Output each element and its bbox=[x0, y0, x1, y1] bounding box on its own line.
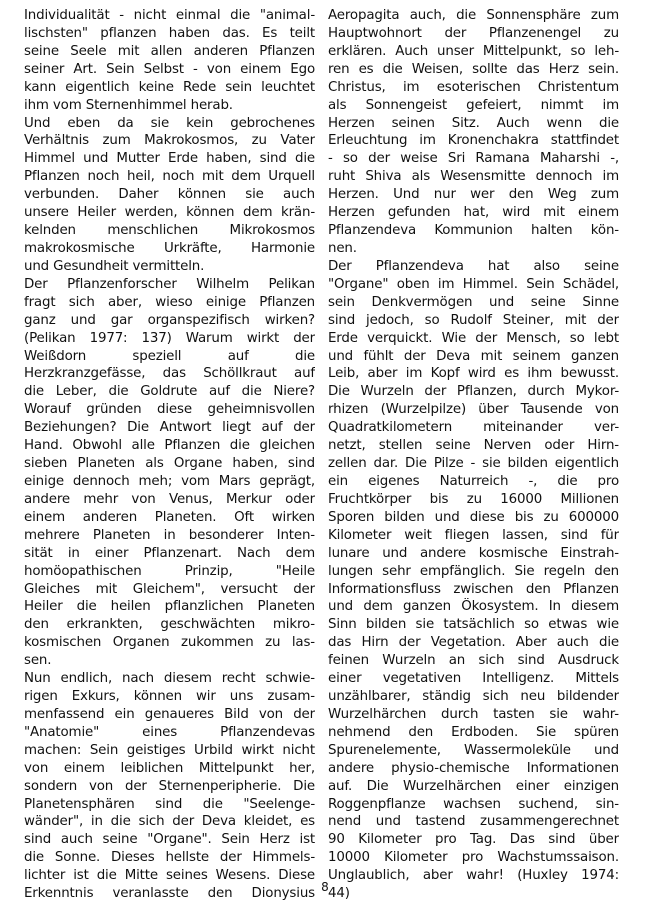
text-line: Pflanzen noch heil, noch mit dem Urquell bbox=[24, 169, 315, 185]
text-line: sind jedoch, so Rudolf Steiner, mit der bbox=[328, 312, 619, 328]
text-line: "Anatomie" eines Pflanzendevas bbox=[24, 724, 315, 740]
text-line: Roggenpflanze wachsen suchend, sin- bbox=[328, 796, 619, 812]
text-line: feinen Wurzeln an sich sind Ausdruck bbox=[328, 653, 619, 669]
text-line: Nun endlich, nach diesem recht schwie- bbox=[24, 671, 315, 687]
text-line: nend und tastend zusammengerechnet bbox=[328, 814, 619, 830]
text-line: ruht Shiva als Wesensmitte dennoch im bbox=[328, 169, 619, 185]
text-line: Sinn bilden sie tatsächlich so etwas wie bbox=[328, 617, 619, 633]
text-line: Erkenntnis veranlasste den Dionysius bbox=[24, 886, 315, 902]
text-line: kelnden menschlichen Mikrokosmos bbox=[24, 223, 315, 239]
text-line: den erkrankten, geschwächten mikro- bbox=[24, 617, 315, 633]
text-line: mehrere Planeten in besonderer Inten- bbox=[24, 527, 315, 543]
text-line: die Leber, die Goldrute auf die Niere? bbox=[24, 384, 315, 400]
text-line: nen. bbox=[328, 240, 357, 256]
text-line: rigen Exkurs, können wir uns zusam- bbox=[24, 689, 315, 705]
text-line: Herzen. Und nur wer den Weg zum bbox=[328, 187, 619, 203]
text-line: sein Denkvermögen und seine Sinne bbox=[328, 294, 619, 310]
text-line: Leib, aber im Kopf wird es ihm bewusst. bbox=[328, 366, 619, 382]
text-line: sondern von der Sternenperipherie. Die bbox=[24, 778, 315, 794]
text-line: Die Wurzeln der Pflanzen, durch Mykor- bbox=[328, 384, 619, 400]
text-line: menfassend ein genaueres Bild von der bbox=[24, 706, 315, 722]
text-line: lunare und andere kosmische Einstrah- bbox=[328, 545, 619, 561]
text-line: (Pelikan 1977: 137) Warum wirkt der bbox=[24, 330, 315, 346]
text-line: lichter ist die Mitte seines Wesens. Diese bbox=[24, 868, 315, 884]
left-column bbox=[24, 7, 315, 903]
text-line: ren es die Weisen, sollte das Herz sein. bbox=[328, 61, 619, 77]
text-line: Sporen bilden und diese bis zu 600000 bbox=[328, 509, 619, 525]
text-line: erklären. Auch unser Mittelpunkt, so leh- bbox=[328, 43, 619, 59]
text-line: Herzen seinen Sitz. Auch wenn die bbox=[328, 115, 619, 131]
text-line: Quadratkilometern miteinander ver- bbox=[328, 420, 619, 436]
text-line: Pflanzendeva Kommunion halten kön- bbox=[328, 223, 619, 239]
text-line: Herzen gefunden hat, wird mit einem bbox=[328, 205, 619, 221]
text-line: - so der weise Sri Ramana Maharshi -, bbox=[328, 151, 619, 167]
text-line: Christus, im esoterischen Christentum bbox=[328, 79, 619, 95]
text-line: Wurzelhärchen durch tasten sie wahr- bbox=[328, 706, 619, 722]
text-line: Beziehungen? Die Antwort liegt auf der bbox=[24, 420, 315, 436]
text-line: und Gesundheit vermitteln. bbox=[24, 258, 205, 274]
text-line: 10000 Kilometer pro Wachstumssaison. bbox=[328, 850, 619, 866]
text-line: sität in einer Pflanzenart. Nach dem bbox=[24, 545, 315, 561]
text-line: einem anderen Planeten. Oft wirken bbox=[24, 509, 315, 525]
text-line: wänder", in die sich der Deva kleidet, es bbox=[24, 814, 315, 830]
text-line: fragt sich aber, wieso einige Pflanzen bbox=[24, 294, 315, 310]
text-line: Himmel und Mutter Erde haben, sind die bbox=[24, 151, 315, 167]
text-line: Planetensphären sind die "Seelenge- bbox=[24, 796, 315, 812]
text-line: rhizen (Wurzelpilze) über Tausende von bbox=[328, 402, 619, 418]
text-line: kann eigentlich keine Rede sein leuchtet bbox=[24, 79, 315, 95]
text-line: auf. Die Wurzelhärchen einer einzigen bbox=[328, 778, 619, 794]
text-line: Aeropagita auch, die Sonnensphäre zum bbox=[328, 8, 619, 23]
text-line: von einem leiblichen Mittelpunkt her, bbox=[24, 760, 315, 776]
text-line: Weißdorn speziell auf die bbox=[24, 348, 315, 364]
text-line: "Organe" oben im Himmel. Sein Schädel, bbox=[328, 276, 619, 292]
text-line: und fühlt der Deva mit seinem ganzen bbox=[328, 348, 619, 364]
text-line: Hand. Obwohl alle Pflanzen die gleichen bbox=[24, 438, 315, 454]
text-line: Spurenelemente, Wassermoleküle und bbox=[328, 742, 619, 758]
text-line: lischsten" pflanzen haben das. Es teilt bbox=[24, 25, 315, 41]
page-number: 8 bbox=[321, 880, 329, 894]
text-line: und dem ganzen Ökosystem. In diesem bbox=[328, 599, 619, 615]
text-line: seiner Art. Sein Selbst - von einem Ego bbox=[24, 61, 315, 77]
text-line: seine Seele mit allen anderen Pflanzen bbox=[24, 43, 315, 59]
text-line: Herzkranzgefässe, das Schöllkraut auf bbox=[24, 366, 315, 382]
text-line: Der Pflanzenforscher Wilhelm Pelikan bbox=[24, 276, 315, 292]
text-line: sieben Planeten als Organe haben, sind bbox=[24, 456, 315, 472]
text-line: ganz und gar organspezifisch wirken? bbox=[24, 312, 315, 328]
right-column bbox=[328, 7, 619, 903]
text-line: einige dennoch meh; vom Mars geprägt, bbox=[24, 473, 315, 489]
text-line: sind auch seine "Organe". Sein Herz ist bbox=[24, 832, 315, 848]
text-line: sen. bbox=[24, 653, 52, 669]
text-line: unsere Heiler werden, können dem krän- bbox=[24, 205, 315, 221]
text-line: das Hirn der Vegetation. Aber auch die bbox=[328, 635, 619, 651]
text-line: andere mehr von Venus, Merkur oder bbox=[24, 491, 315, 507]
text-line: einer vegetativen Intelligenz. Mittels bbox=[328, 671, 619, 687]
text-line: kosmischen Organen zukommen zu las- bbox=[24, 635, 315, 651]
text-line: Der Pflanzendeva hat also seine bbox=[328, 258, 619, 274]
text-line: 44) bbox=[328, 886, 350, 902]
text-line: Worauf gründen diese geheimnisvollen bbox=[24, 402, 315, 418]
text-line: lungen sehr empfänglich. Sie regeln den bbox=[328, 563, 619, 579]
text-line: unzählbarer, ständig sich neu bildender bbox=[328, 689, 619, 705]
text-line: verbunden. Daher können sie auch bbox=[24, 187, 315, 203]
text-line: Individualität - nicht einmal die "animal- bbox=[24, 8, 315, 23]
text-line: als Sonnengeist gefeiert, nimmt im bbox=[328, 97, 619, 113]
text-line: 90 Kilometer pro Tag. Das sind über bbox=[328, 832, 619, 848]
text-line: Informationsfluss zwischen den Pflanzen bbox=[328, 581, 619, 597]
text-line: nehmend den Erdboden. Sie spüren bbox=[328, 724, 619, 740]
text-line: netzt, stellen seine Nerven oder Hirn- bbox=[328, 438, 619, 454]
text-line: die Sonne. Dieses hellste der Himmels- bbox=[24, 850, 315, 866]
text-line: Kilometer weit fliegen lassen, sind für bbox=[328, 527, 619, 543]
text-line: Fruchtkörper bis zu 16000 Millionen bbox=[328, 491, 619, 507]
text-line: Erleuchtung im Kronenchakra stattfindet bbox=[328, 133, 619, 149]
text-line: Hauptwohnort der Pflanzenengel zu bbox=[328, 25, 619, 41]
text-line: zellen dar. Die Pilze - sie bilden eigentlich bbox=[328, 456, 619, 472]
text-line: ihm vom Sternenhimmel herab. bbox=[24, 97, 233, 113]
text-line: Gleiches mit Gleichem", versucht der bbox=[24, 581, 315, 597]
text-line: ein eigenes Naturreich -, die pro bbox=[328, 473, 619, 489]
text-line: andere physio-chemische Informationen bbox=[328, 760, 619, 776]
text-line: Unglaublich, aber wahr! (Huxley 1974: bbox=[328, 868, 619, 884]
text-line: homöopathischen Prinzip, "Heile bbox=[24, 563, 315, 579]
text-line: Erde verquickt. Wie der Mensch, so lebt bbox=[328, 330, 619, 346]
text-line: machen: Sein geistiges Urbild wirkt nicht bbox=[24, 742, 315, 758]
text-line: makrokosmische Urkräfte, Harmonie bbox=[24, 240, 315, 256]
text-line: Heiler die heilen pflanzlichen Planeten bbox=[24, 599, 315, 615]
text-line: Und eben da sie kein gebrochenes bbox=[24, 115, 315, 131]
text-line: Verhältnis zum Makrokosmos, zu Vater bbox=[24, 133, 315, 149]
